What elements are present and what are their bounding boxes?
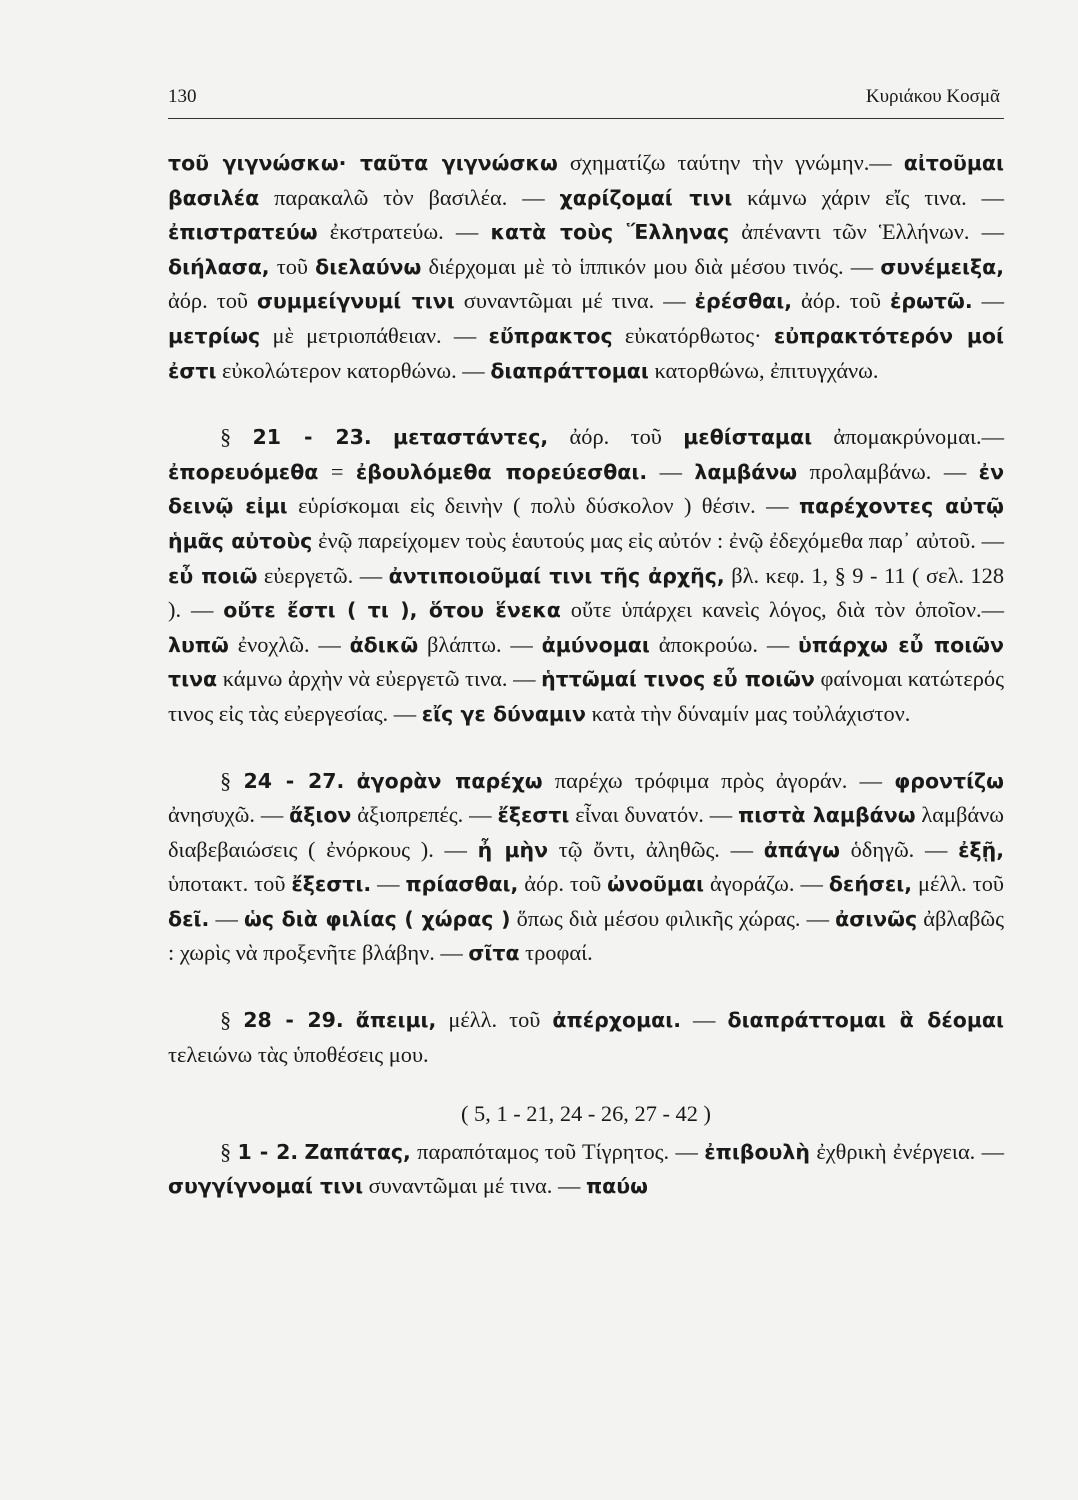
gloss-text: εὑρίσκομαι εἰς δεινὴν ( πολὺ δύσκολον ) θέσιν. —: [287, 493, 799, 519]
glossary-paragraph: [168, 146, 1004, 388]
gloss-text: §: [220, 1138, 238, 1164]
gloss-text: ἀποκρούω. —: [649, 631, 799, 657]
headword: ὠνοῦμαι: [607, 872, 705, 897]
headword: εὐπρακτότερόν μοί ἐστι: [168, 323, 1004, 383]
page-number: 130: [168, 86, 197, 107]
gloss-text: §: [220, 1007, 244, 1033]
gloss-text: ἀνησυχῶ. —: [168, 802, 290, 828]
gloss-text: φαίνομαι κατώτερός τινος εἰς τὰς εὐεργεσίας. —: [168, 666, 1004, 726]
gloss-text: βλάπτω. —: [418, 631, 542, 657]
gloss-text: σχηματίζω ταύτην τὴν γνώμην.—: [557, 150, 904, 175]
glossary-paragraph: [168, 764, 1004, 972]
gloss-text: τῷ ὄντι, ἀληθῶς. —: [548, 836, 764, 862]
gloss-text: μέλλ. τοῦ: [436, 1007, 553, 1033]
headword: δεήσει,: [828, 872, 913, 897]
headword: ὑπάρχω εὖ ποιῶν τινα: [168, 632, 1004, 692]
headword: ἦ μὴν: [477, 837, 549, 862]
headword: ἀσινῶς: [835, 906, 918, 931]
gloss-text: [344, 1007, 356, 1032]
gloss-text: βλ. κεφ. 1, § 9 - 11 ( σελ. 128 ). —: [168, 562, 1005, 623]
headword: οὔτε ἔστι ( τι ), ὅτου ἕνεκα: [223, 598, 561, 623]
headword: ἀπάγω: [763, 837, 840, 862]
gloss-text: —: [972, 288, 1004, 314]
gloss-text: ἀόρ. τοῦ: [792, 288, 891, 314]
gloss-text: τελειώνω τὰς ὑποθέσεις μου.: [168, 1041, 429, 1067]
gloss-text: κατορθώνω, ἐπιτυγχάνω.: [648, 357, 879, 383]
page-header: [168, 78, 1004, 119]
headword: σῖτα: [468, 941, 520, 966]
gloss-text: —: [209, 905, 244, 931]
final-paragraph: [168, 1135, 1004, 1204]
gloss-text: μὲ μετριοπάθειαν. —: [260, 322, 489, 348]
headword: παύω: [585, 1174, 648, 1199]
gloss-text: ἀξιοπρεπές. —: [351, 802, 498, 828]
headword: ἐπιστρατεύω: [168, 220, 318, 245]
gloss-text: τοῦ: [269, 253, 316, 279]
gloss-text: ἐχθρικὴ ἐνέργεια. —: [809, 1138, 1005, 1164]
headword: αἰτοῦμαι βασιλέα: [168, 151, 1004, 210]
gloss-text: ὑποτακτ. τοῦ: [168, 871, 292, 897]
gloss-text: ἀόρ. τοῦ: [168, 288, 257, 314]
gloss-text: συναντῶμαι μέ τινα. —: [454, 288, 695, 314]
gloss-text: [344, 768, 356, 793]
glossary-paragraph: [168, 1003, 1004, 1071]
headword: φροντίζω: [894, 768, 1004, 793]
paragraph-gap: [168, 732, 1004, 764]
gloss-text: [372, 424, 393, 449]
headword: παρέχοντες αὐτῷ ἡμᾶς αὐτοὺς: [168, 494, 1005, 553]
gloss-text: εὐκολώτερον κατορθώνω. —: [216, 357, 491, 383]
headword: ἀπέρχομαι.: [552, 1008, 682, 1033]
gloss-text: ἀπέναντι τῶν Ἑλλήνων. —: [729, 219, 1005, 245]
gloss-text: —: [681, 1007, 728, 1033]
gloss-text: ἀγοράζω. —: [704, 871, 829, 897]
gloss-text: =: [318, 458, 356, 484]
headword: χαρίζομαί τινι: [559, 185, 733, 210]
headword: ἄπειμι,: [355, 1008, 437, 1033]
gloss-text: §: [220, 767, 244, 793]
gloss-text: ἐκστρατεύω. —: [317, 219, 491, 245]
headword: ἐπιβουλὴ: [704, 1139, 810, 1164]
headword: μεθίσταμαι: [683, 425, 813, 450]
headword: ἐρωτῶ.: [890, 289, 973, 314]
headword: ἀδικῶ: [349, 632, 419, 657]
gloss-text: εὐεργετῶ. —: [257, 562, 389, 588]
headword: διαπράττομαι ἃ δέομαι: [727, 1008, 1004, 1033]
headword: μεταστάντες,: [393, 425, 549, 450]
headword: ἀγορὰν παρέχω: [356, 768, 543, 793]
paragraph-gap: [168, 388, 1004, 420]
gloss-text: προλαμβάνω. —: [797, 458, 979, 484]
headword: ἀμύνομαι: [541, 632, 650, 657]
gloss-text: ἀπομακρύνομαι.—: [812, 424, 1004, 450]
headword: Ζαπάτας,: [304, 1139, 411, 1164]
headword: δεῖ.: [168, 906, 210, 931]
headword: τοῦ γιγνώσκω· ταῦτα γιγνώσκω: [168, 151, 558, 175]
headword: ἐβουλόμεθα πορεύεσθαι.: [355, 459, 648, 484]
gloss-text: παραπόταμος τοῦ Τίγρητος. —: [410, 1138, 705, 1164]
headword: 1 - 2.: [237, 1139, 299, 1164]
gloss-text: ἐνῷ παρείχομεν τοὺς ἑαυτούς μας εἰς αὐτόν : ἐνῷ ἐδεχόμεθα παρ᾽ αὐτοῦ. —: [312, 527, 1004, 553]
headword: ἐν δεινῷ εἰμι: [168, 459, 1005, 519]
headword: ἡττῶμαί τινος εὖ ποιῶν: [541, 667, 815, 692]
gloss-text: οὔτε ὑπάρχει κανεὶς λόγος, διὰ τὸν ὁποῖον.—: [560, 597, 1004, 623]
gloss-text: §: [220, 424, 253, 450]
headword: λυπῶ: [168, 632, 229, 657]
headword: 21 - 23.: [252, 425, 372, 450]
gloss-text: —: [647, 458, 695, 484]
glossary-paragraphs: [168, 146, 1004, 1071]
headword: κατὰ τοὺς Ἕλληνας: [490, 220, 730, 245]
gloss-text: παρέχω τρόφιμα πρὸς ἀγοράν. —: [542, 767, 895, 793]
gloss-text: ὅπως διὰ μέσου φιλικῆς χώρας. —: [510, 905, 836, 931]
gloss-text: εὐκατόρθωτος·: [612, 322, 774, 348]
headword: διελαύνω: [315, 254, 422, 279]
running-head: Κυριάκου Κοσμᾶ: [865, 86, 1000, 107]
headword: διαπράττομαι: [490, 358, 649, 383]
section-heading: ( 5, 1 - 21, 24 - 26, 27 - 42 ): [461, 1101, 711, 1127]
glossary-paragraph: [168, 420, 1004, 731]
headword: μετρίως: [168, 323, 261, 348]
headword: πρίασθαι,: [405, 872, 519, 897]
headword: διήλασα,: [168, 254, 270, 279]
gloss-text: εἶναι δυνατόν. —: [569, 802, 739, 828]
gloss-text: ἀόρ. τοῦ: [518, 871, 608, 897]
gloss-text: κάμνω ἀρχὴν νὰ εὐεργετῶ τινα. —: [217, 666, 542, 692]
headword: ἐρέσθαι,: [694, 289, 793, 314]
gloss-text: μέλλ. τοῦ: [912, 871, 1004, 897]
headword: ἔξεστι.: [291, 872, 372, 897]
gloss-text: ὁδηγῶ. —: [839, 836, 959, 862]
gloss-text: ἀόρ. τοῦ: [548, 424, 684, 450]
headword: ἀντιποιοῦμαί τινι τῆς ἀρχῆς,: [388, 563, 725, 588]
headword: εὖ ποιῶ: [168, 563, 258, 588]
headword: συνέμειξα,: [880, 254, 1004, 279]
gloss-text: τροφαί.: [519, 940, 593, 966]
headword: 24 - 27.: [243, 768, 345, 793]
headword: πιστὰ λαμβάνω: [738, 803, 916, 828]
glossary-body: [168, 146, 1004, 1204]
paragraph-gap: [168, 971, 1004, 1003]
headword: ἐξῇ,: [958, 837, 1004, 862]
headword: ἔξεστι: [497, 803, 570, 828]
gloss-text: λαμβάνω διαβεβαιώσεις ( ἐνόρκους ). —: [168, 802, 1004, 862]
headword: 28 - 29.: [243, 1008, 344, 1033]
gloss-text: διέρχομαι μὲ τὸ ἱππικόν μου διὰ μέσου τινός. —: [421, 253, 881, 279]
gloss-text: ἐνοχλῶ. —: [228, 631, 350, 657]
headword: εὔπρακτος: [488, 323, 613, 348]
headword: εἴς γε δύναμιν: [421, 701, 586, 726]
headword: ἄξιον: [289, 803, 352, 828]
gloss-text: —: [371, 871, 406, 897]
gloss-text: παρακαλῶ τὸν βασιλέα. —: [259, 184, 560, 210]
gloss-text: ἀβλαβῶς : χωρὶς νὰ προξενῆτε βλάβην. —: [168, 905, 1004, 966]
gloss-text: συναντῶμαι μέ τινα. —: [363, 1173, 586, 1199]
headword: συγγίγνομαί τινι: [168, 1174, 364, 1199]
gloss-text: κατὰ τὴν δύναμίν μας τοὐλάχιστον.: [585, 700, 911, 726]
headword: ἐπορευόμεθα: [168, 459, 319, 484]
headword: ὡς διὰ φιλίας ( χώρας ): [244, 906, 511, 931]
gloss-text: κάμνω χάριν εἴς τινα. —: [732, 184, 1004, 210]
headword: λαμβάνω: [694, 459, 798, 484]
headword: συμμείγνυμί τινι: [256, 289, 455, 314]
